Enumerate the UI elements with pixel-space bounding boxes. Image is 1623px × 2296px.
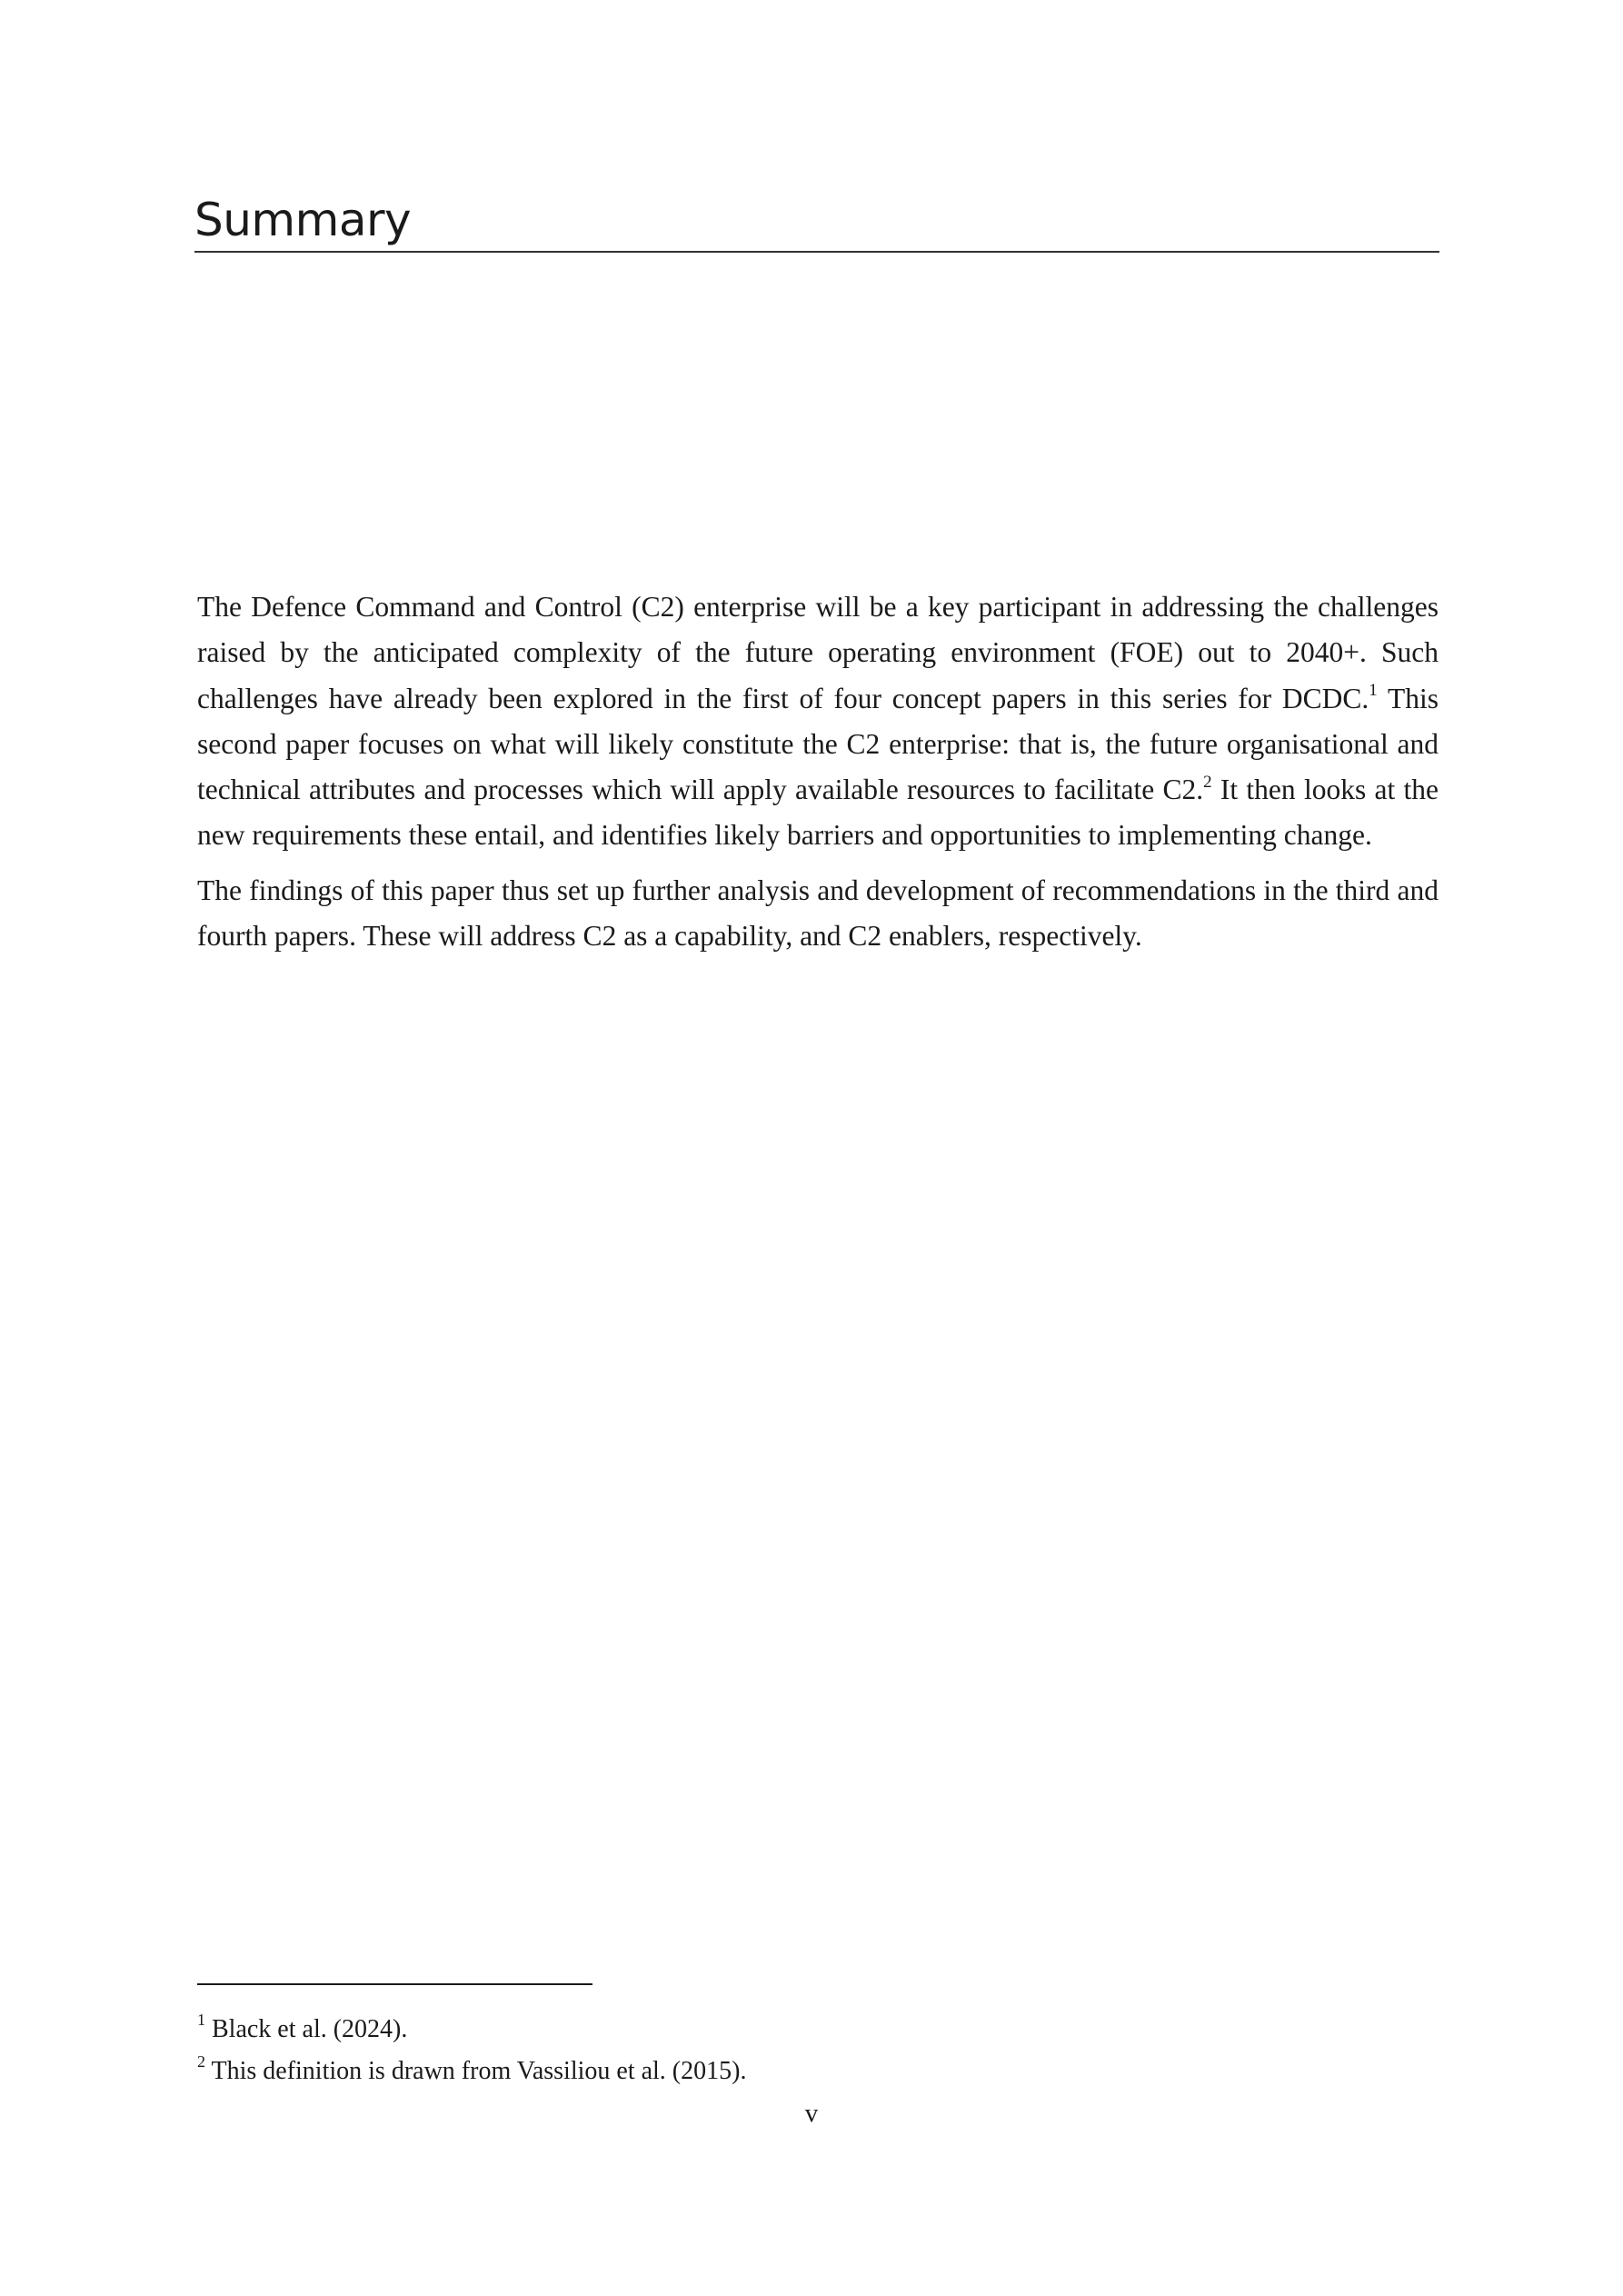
footnote-2 <box>197 2051 1439 2092</box>
footnote-1-text: Black et al. (2024). <box>205 2015 408 2043</box>
paragraph-1-text-c: It then looks at the new requirements these entail, and identifies likely barriers and opportunities to implementing change. <box>197 774 1439 852</box>
paragraph-1-text-a: The Defence Command and Control (C2) enterprise will be a key participant in addressing the challenges raised by the anticipated complexity of the future operating environment (FOE) out to 2040+. Such challenges have already been explored in the first of four concept papers in this series for DCDC. <box>197 591 1439 714</box>
footnote-marker-2: 2 <box>197 2051 205 2071</box>
footnotes <box>197 2009 1439 2092</box>
page-number: v <box>804 2099 819 2128</box>
paragraph-2-text: The findings of this paper thus set up further analysis and development of recommendations in the third and fourth papers. These will address C2 as a capability, and C2 enablers, respectively. <box>197 873 1439 953</box>
footnote-ref-2[interactable]: 2 <box>1203 772 1212 792</box>
paragraph-1 <box>197 584 1439 859</box>
footnote-divider <box>197 1983 592 1985</box>
summary-body <box>197 584 1439 968</box>
footnote-2-text: This definition is drawn from Vassiliou et al. (2015). <box>205 2057 747 2085</box>
footnote-ref-1[interactable]: 1 <box>1369 681 1378 701</box>
paragraph-2 <box>197 868 1439 960</box>
paragraph-1-text-b: This second paper focuses on what will likely constitute the C2 enterprise: that is, the future organisational and technical attributes and processes which will apply available resources to facilitate C2. <box>197 682 1439 806</box>
footnote-1 <box>197 2009 1439 2051</box>
footnote-marker-1: 1 <box>197 2010 205 2029</box>
page-title: Summary <box>194 189 1439 253</box>
